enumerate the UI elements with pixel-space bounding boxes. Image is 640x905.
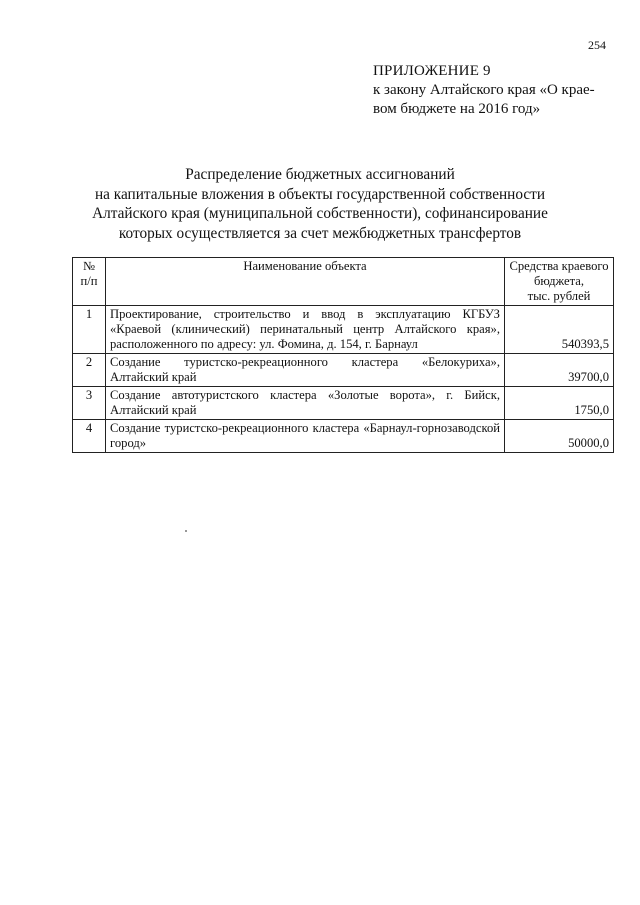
- appendix-line: вом бюджете на 2016 год»: [373, 101, 541, 117]
- header-amount-line: Средства краевого: [509, 259, 609, 273]
- row-amount: 50000,0: [505, 420, 614, 453]
- table-header-row: [73, 258, 614, 306]
- appendix-line: к закону Алтайского края «О крае-: [373, 82, 595, 98]
- row-amount: 1750,0: [505, 387, 614, 420]
- scan-speck: [185, 530, 187, 532]
- header-amount: [505, 258, 614, 306]
- row-number: 2: [73, 354, 106, 387]
- header-number-line: №: [82, 259, 96, 273]
- row-amount: 540393,5: [505, 306, 614, 354]
- allocation-table: [72, 257, 614, 453]
- table-row: [73, 387, 614, 420]
- header-amount-line: тыс. рублей: [527, 289, 591, 303]
- page-number: 254: [588, 38, 606, 52]
- heading-line: которых осуществляется за счет межбюджетных трансфертов: [118, 224, 522, 242]
- row-number: 3: [73, 387, 106, 420]
- table-row: [73, 354, 614, 387]
- row-amount: 39700,0: [505, 354, 614, 387]
- row-name: Создание туристско-рекреационного кластера «Барнаул-горнозаводской город»: [106, 420, 505, 453]
- header-number-line: п/п: [80, 274, 98, 288]
- header-amount-line: бюджета,: [533, 274, 585, 288]
- appendix-block: [373, 62, 595, 119]
- document-heading: [0, 165, 640, 243]
- row-name: Создание автотуристского кластера «Золотые ворота», г. Бийск, Алтайский край: [106, 387, 505, 420]
- heading-line: Алтайского края (муниципальной собственности), софинансирование: [92, 205, 548, 222]
- table-row: [73, 306, 614, 354]
- row-name: Создание туристско-рекреационного кластера «Белокуриха», Алтайский край: [106, 354, 505, 387]
- heading-line: Распределение бюджетных ассигнований: [185, 166, 455, 183]
- heading-line: на капитальные вложения в объекты государственной собственности: [94, 185, 546, 203]
- header-number: [73, 258, 106, 306]
- appendix-title: ПРИЛОЖЕНИЕ 9: [373, 63, 491, 79]
- header-name: Наименование объекта: [106, 258, 505, 306]
- row-name: Проектирование, строительство и ввод в эксплуатацию КГБУЗ «Краевой (клинический) перинатальный центр Алтайского края», расположенного по адресу: ул. Фомина, д. 154, г. Барнаул: [106, 306, 505, 354]
- table-row: [73, 420, 614, 453]
- row-number: 1: [73, 306, 106, 354]
- row-number: 4: [73, 420, 106, 453]
